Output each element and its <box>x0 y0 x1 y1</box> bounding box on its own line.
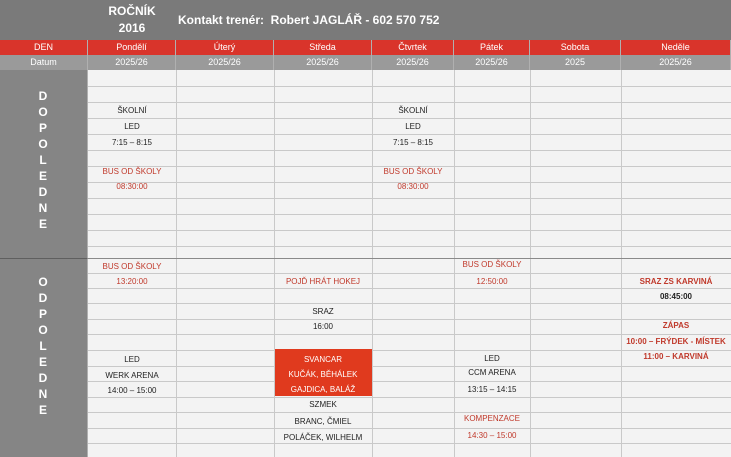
wed-sraz-time: 16:00 <box>312 322 334 331</box>
thu-bus-time: 08:30:00 <box>397 182 429 191</box>
mon-time: 7:15 – 8:15 <box>111 138 153 147</box>
den-label: DEN <box>0 40 88 55</box>
mon-pm-bus-time: 13:20:00 <box>116 277 148 286</box>
fri-kompenzace: KOMPENZACE <box>463 414 520 423</box>
mon-bus: BUS OD ŠKOLY <box>102 167 162 176</box>
contact-text: Kontakt trenér: Robert JAGLÁŘ - 602 570 752 <box>178 13 440 27</box>
day-thursday: Čtvrtek <box>372 40 454 55</box>
side-letter: O <box>38 105 48 119</box>
side-letter: P <box>38 307 47 321</box>
thu-skolni: ŠKOLNÍ <box>398 106 428 115</box>
side-letter: D <box>38 185 48 199</box>
side-letter: O <box>38 275 48 289</box>
sun-frydek: 10:00 – FRÝDEK - MÍSTEK <box>626 337 726 346</box>
sun-sraz-time: 08:45:00 <box>659 292 693 301</box>
wed-red-line2: KUČÁK, BĚHÁLEK <box>288 370 358 379</box>
mon-led: LED <box>124 122 140 131</box>
sun-zapas: ZÁPAS <box>662 321 690 330</box>
wed-red-line1: SVANCAR <box>303 355 343 364</box>
fri-led: LED <box>484 354 500 363</box>
wed-red-line3: GAJDICA, BALÁŽ <box>290 385 356 394</box>
day-tuesday: Úterý <box>176 40 274 55</box>
year-friday: 2025/26 <box>454 55 530 70</box>
year-thursday: 2025/26 <box>372 55 454 70</box>
side-letter: O <box>38 323 48 337</box>
mon-bus-time: 08:30:00 <box>116 182 148 191</box>
day-monday: Pondělí <box>88 40 176 55</box>
thu-led: LED <box>405 122 421 131</box>
year-tuesday: 2025/26 <box>176 55 274 70</box>
fri-bus: BUS OD ŠKOLY <box>462 260 522 269</box>
day-friday: Pátek <box>454 40 530 55</box>
day-saturday: Sobota <box>530 40 621 55</box>
mon-skolni: ŠKOLNÍ <box>117 106 147 115</box>
side-letter: D <box>38 89 48 103</box>
side-letter: L <box>39 339 47 353</box>
thu-time: 7:15 – 8:15 <box>392 138 434 147</box>
side-letter: O <box>38 137 48 151</box>
year-monday: 2025/26 <box>88 55 176 70</box>
sun-sraz: SRAZ ZS KARVINÁ <box>639 277 713 286</box>
side-letter: P <box>38 121 47 135</box>
side-letter: E <box>38 169 47 183</box>
side-letter: N <box>38 201 48 215</box>
wed-line1: SZMEK <box>309 400 337 409</box>
mon-pm-arena: WERK ARENA <box>105 371 159 380</box>
fri-bus-time: 12:50:00 <box>476 277 508 286</box>
day-sunday: Neděle <box>621 40 731 55</box>
side-letter: E <box>38 403 47 417</box>
year-wednesday: 2025/26 <box>274 55 372 70</box>
fri-kompenzace-time: 14:30 – 15:00 <box>467 431 517 440</box>
mon-pm-led: LED <box>124 355 140 364</box>
side-letter: D <box>38 291 48 305</box>
rocnik-year: 2016 <box>118 21 146 35</box>
rocnik-label: ROČNÍK <box>108 4 156 18</box>
datum-label: Datum <box>0 55 88 70</box>
thu-bus: BUS OD ŠKOLY <box>383 167 443 176</box>
side-letter: E <box>38 355 47 369</box>
side-letter: L <box>39 153 47 167</box>
mon-pm-bus: BUS OD ŠKOLY <box>102 262 162 271</box>
wed-line2: BRANC, ČMIEL <box>294 417 352 426</box>
sun-karvina: 11:00 – KARVINÁ <box>643 352 709 361</box>
side-letter: N <box>38 387 48 401</box>
year-saturday: 2025 <box>530 55 621 70</box>
day-wednesday: Středa <box>274 40 372 55</box>
mon-pm-time: 14:00 – 15:00 <box>107 386 157 395</box>
wed-pojd-hrat-hokej: POJĎ HRÁT HOKEJ <box>285 277 361 286</box>
wed-sraz: SRAZ <box>312 307 334 316</box>
fri-arena: CCM ARENA <box>468 368 516 377</box>
fri-time: 13:15 – 14:15 <box>467 385 517 394</box>
side-letter: D <box>38 371 48 385</box>
side-letter: E <box>38 217 47 231</box>
wed-line3: POLÁČEK, WILHELM <box>283 433 363 442</box>
year-sunday: 2025/26 <box>621 55 731 70</box>
